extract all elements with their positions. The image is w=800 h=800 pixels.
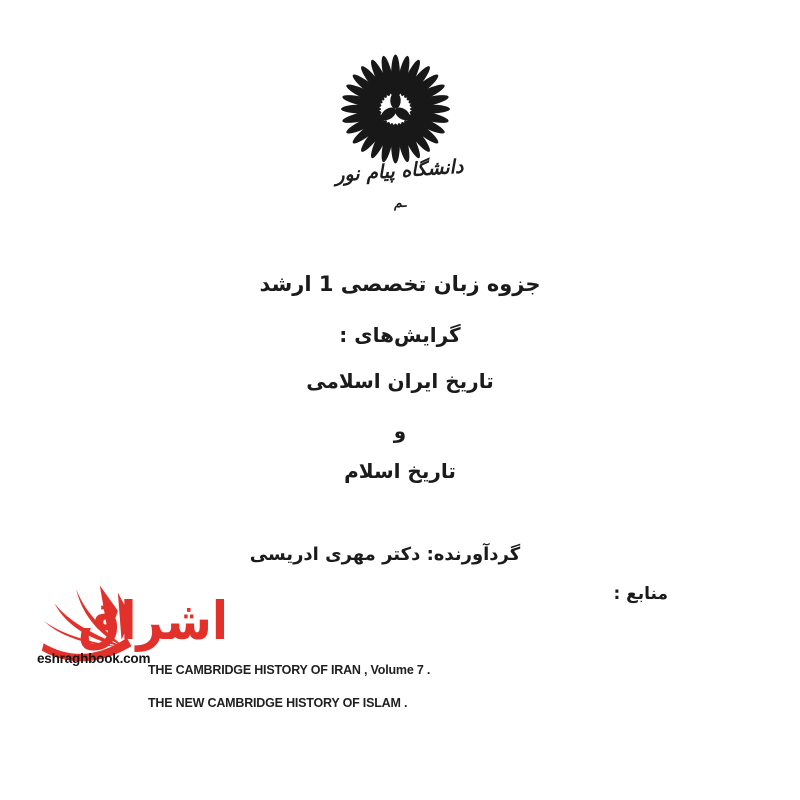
- university-name-calligraphy: دانشگاه پیام نور: [334, 155, 464, 187]
- major-islamic-iran-history-line: تاریخ ایران اسلامی: [306, 369, 494, 393]
- pnu-flower-icon: [338, 52, 453, 166]
- reference-item: THE NEW CAMBRIDGE HISTORY OF ISLAM .: [148, 696, 408, 710]
- booklet-title-line: جزوه زبان تخصصی 1 ارشد: [259, 272, 541, 296]
- university-calligraphy-flourish: ـم: [393, 195, 407, 212]
- majors-label-line: گرایش‌های :: [339, 323, 461, 347]
- sources-label: منابع :: [613, 584, 668, 604]
- eshragh-website-text: eshraghbook.com: [37, 651, 151, 666]
- eshragh-brand-calligraphy: اشراق: [78, 590, 228, 653]
- reference-item: THE CAMBRIDGE HISTORY OF IRAN , Volume 7 .: [148, 663, 431, 677]
- and-conjunction-line: و: [393, 419, 407, 443]
- compiler-line: گردآورنده: دکتر مهری ادریسی: [249, 544, 521, 565]
- major-islam-history-line: تاریخ اسلام: [344, 459, 456, 483]
